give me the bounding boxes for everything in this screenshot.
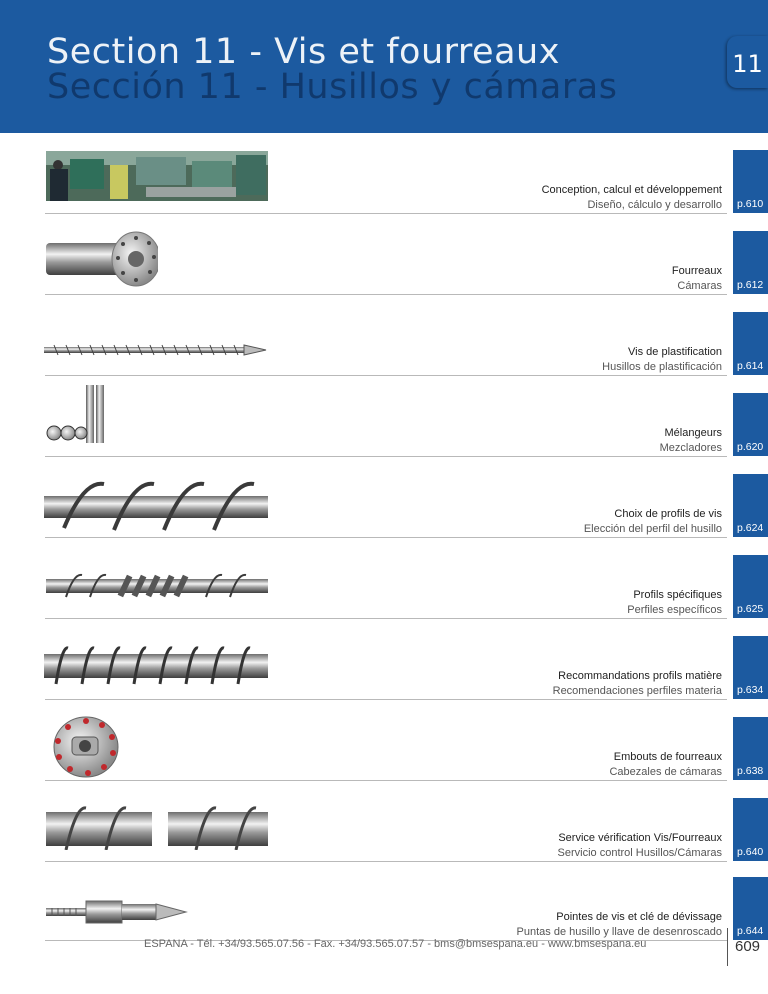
entry-title-fr: Mélangeurs	[664, 427, 722, 439]
entry-title-es: Puntas de husillo y llave de desenroscado	[516, 926, 722, 938]
page-tab[interactable]	[733, 474, 768, 537]
entry-title-es: Elección del perfil del husillo	[583, 523, 722, 535]
screw-profile-photo	[44, 480, 268, 534]
inspection-photo	[46, 806, 268, 850]
toc-entry[interactable]	[0, 231, 768, 311]
footer-contact: ESPANA - Tél. +34/93.565.07.56 - Fax. +34/93.565.07.57 - bms@bmsespana.eu - www.bmsespana.eu	[144, 938, 647, 950]
divider	[45, 294, 727, 295]
entry-title-es: Husillos de plastificación	[602, 361, 722, 373]
entry-title-fr: Embouts de fourreaux	[613, 751, 722, 763]
page-reference: p.644	[737, 925, 764, 937]
divider	[45, 699, 727, 700]
page-reference: p.638	[737, 765, 764, 777]
page-reference: p.640	[737, 846, 764, 858]
page-tab[interactable]	[733, 877, 768, 940]
page-reference: p.620	[737, 441, 764, 453]
page-tab[interactable]	[733, 798, 768, 861]
page-tab[interactable]	[733, 231, 768, 294]
toc-entry[interactable]	[0, 636, 768, 716]
divider	[45, 375, 727, 376]
entry-title-fr: Choix de profils de vis	[614, 508, 722, 520]
workshop-photo	[46, 151, 268, 201]
page-tab[interactable]	[733, 150, 768, 213]
entry-title-es: Diseño, cálculo y desarrollo	[587, 199, 722, 211]
section-title-es: Sección 11 - Husillos y cámaras	[47, 67, 618, 107]
page-tab[interactable]	[733, 393, 768, 456]
entry-title-es: Cámaras	[677, 280, 722, 292]
section-number-badge: 11	[727, 36, 768, 88]
section-title-fr: Section 11 - Vis et fourreaux	[47, 32, 560, 72]
page-tab[interactable]	[733, 636, 768, 699]
toc-entry[interactable]	[0, 150, 768, 230]
divider	[45, 780, 727, 781]
toc-entry[interactable]	[0, 555, 768, 635]
toc-entry[interactable]	[0, 393, 768, 473]
page-reference: p.624	[737, 522, 764, 534]
page-reference: p.610	[737, 198, 764, 210]
page-number-divider	[727, 928, 728, 966]
entry-title-fr: Pointes de vis et clé de dévissage	[556, 911, 722, 923]
toc-entry[interactable]	[0, 798, 768, 878]
divider	[45, 861, 727, 862]
divider	[45, 618, 727, 619]
entry-title-es: Cabezales de cámaras	[609, 766, 722, 778]
entry-title-es: Recomendaciones perfiles materia	[552, 685, 722, 697]
entry-title-fr: Fourreaux	[671, 265, 722, 277]
divider	[45, 456, 727, 457]
toc-entry[interactable]	[0, 312, 768, 392]
page-tab[interactable]	[733, 312, 768, 375]
page-reference: p.625	[737, 603, 764, 615]
page-tab[interactable]	[733, 555, 768, 618]
page-reference: p.634	[737, 684, 764, 696]
divider	[45, 213, 727, 214]
page-number: 609	[735, 938, 761, 955]
page-reference: p.612	[737, 279, 764, 291]
toc-entry[interactable]	[0, 717, 768, 797]
screw-tip-photo	[46, 897, 188, 927]
entry-title-es: Perfiles específicos	[627, 604, 722, 616]
entry-title-fr: Conception, calcul et développement	[541, 184, 722, 196]
entry-title-fr: Service vérification Vis/Fourreaux	[558, 832, 722, 844]
end-cap-photo	[50, 715, 122, 779]
screw-photo	[44, 342, 268, 358]
mixer-photo	[46, 383, 108, 447]
entry-title-es: Mezcladores	[659, 442, 722, 454]
specific-profile-photo	[46, 569, 268, 603]
entry-title-fr: Profils spécifiques	[633, 589, 722, 601]
section-header	[0, 0, 768, 133]
material-profile-photo	[44, 642, 268, 690]
entry-title-fr: Vis de plastification	[628, 346, 722, 358]
entry-title-es: Servicio control Husillos/Cámaras	[557, 847, 722, 859]
page-reference: p.614	[737, 360, 764, 372]
entry-title-fr: Recommandations profils matière	[558, 670, 722, 682]
barrel-photo	[46, 231, 158, 289]
page-tab[interactable]	[733, 717, 768, 780]
divider	[45, 537, 727, 538]
toc-entry[interactable]	[0, 474, 768, 554]
